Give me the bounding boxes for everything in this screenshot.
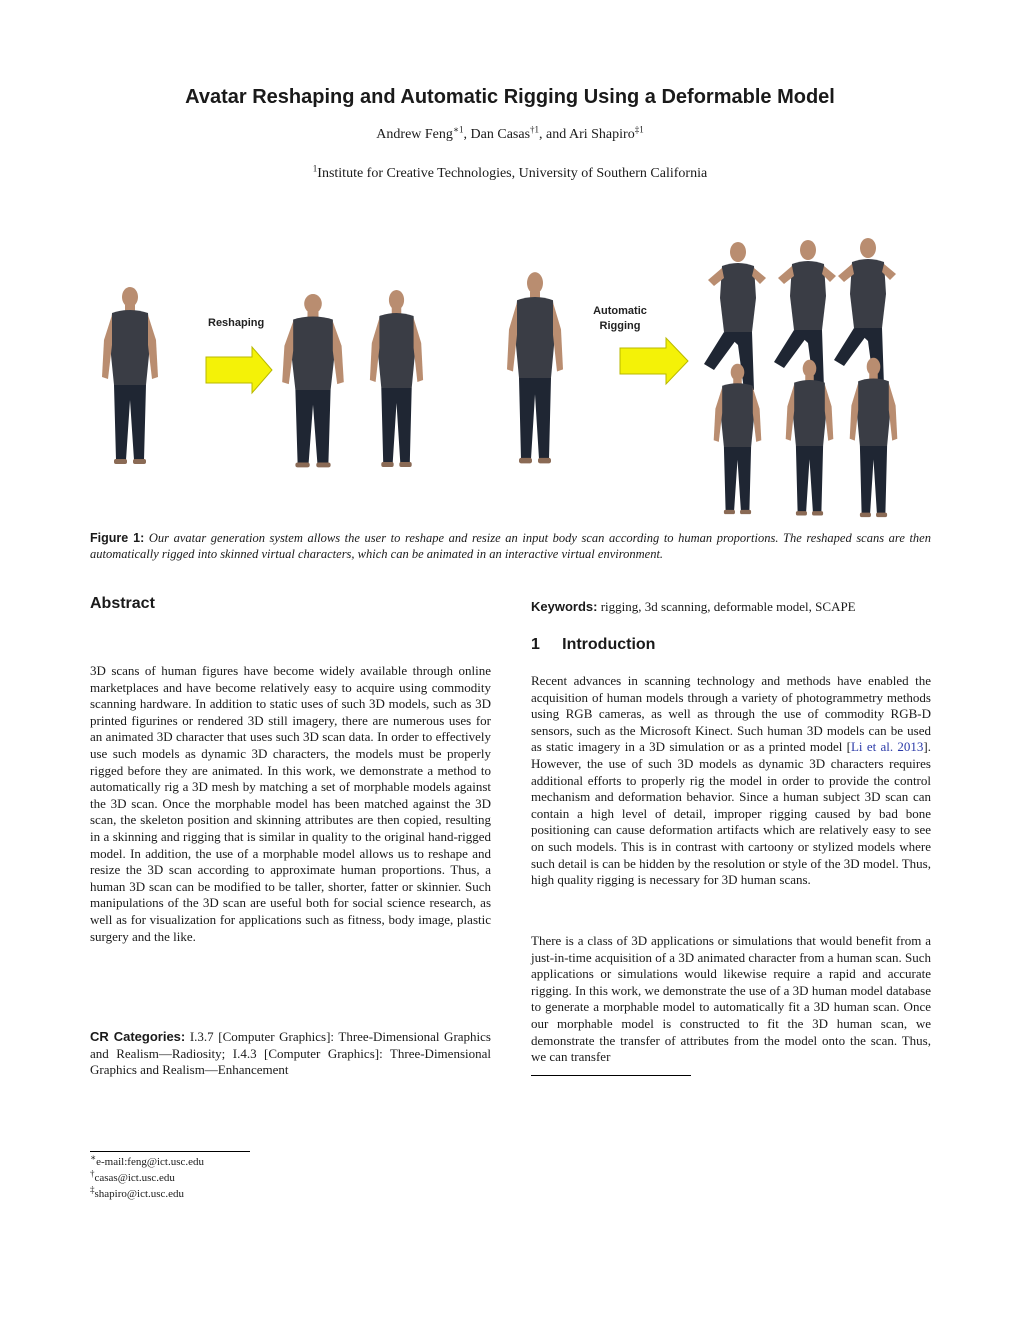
reshaped-scan-figure — [282, 294, 344, 467]
intro-paragraph-1-part-b: ]. However, the use of such 3D models as dynamic 3D characters requires additional efforts to properly rig the model in order to provide the control mechanism and deformation behavior. Since a human subject 3D scan can contain a high level of detail, improper rigging caused by bad bone positioning can cause deformation artifacts which are relatively easy to see on such models. This is in contrast with cartoony or stylized models where such detail is can be hidden by the resolution or style of the 3D model. Thus, high quality rigging is necessary for 3D human scans. — [531, 739, 931, 888]
intro-paragraph-1-part-a: Recent advances in scanning technology and methods have enabled the acquisition of human models through a variety of photogrammetry methods using RGB cameras, as well as through the use of commodity RGB-D sensors, such as the Microsoft Kinect. Such human 3D models can be used as static imagery in a 3D simulation or as a printed model [ — [531, 673, 931, 755]
automatic-rigging-label-line2: Rigging — [599, 320, 641, 332]
author-mark: ‡1 — [634, 124, 644, 135]
affiliation-text: Institute for Creative Technologies, University of Southern California — [317, 166, 708, 181]
footnote-email[interactable]: e-mail:feng@ict.usc.edu — [96, 1156, 204, 1168]
cr-categories — [90, 1029, 491, 1079]
author-mark: ∗1 — [452, 124, 464, 135]
footnote-mark: ‡ — [90, 1184, 95, 1195]
author-name: Ari Shapiro — [568, 127, 635, 142]
author-name: Dan Casas — [470, 127, 531, 142]
animated-pose-figure — [714, 364, 762, 514]
intro-paragraph-2: There is a class of 3D applications or simulations that would benefit from a just-in-time acquisition of a 3D animated character from a human scan. Such applications or simulations would likewise require a rapid and accurate rigging. In this work, we demonstrate the use of a 3D human model database to generate a morphable model to automatically fit a 3D human scan. Once our morphable model is constructed to fit the 3D human scan, we demonstrate the transfer of attributes from the model onto the scan. Thus, we can transfer — [531, 933, 931, 1065]
affiliation — [0, 163, 1020, 182]
footnote-email[interactable]: casas@ict.usc.edu — [94, 1172, 175, 1184]
keywords-label: Keywords: — [531, 599, 598, 614]
footnote-email[interactable]: shapiro@ict.usc.edu — [94, 1188, 185, 1200]
teaser-figure — [100, 230, 920, 520]
paper-title: Avatar Reshaping and Automatic Rigging Using a Deformable Model — [185, 86, 835, 108]
automatic-rigging-label-line1: Automatic — [593, 305, 647, 317]
author-mark: †1 — [530, 124, 540, 135]
author-separator: , — [463, 127, 471, 142]
keywords — [531, 599, 856, 615]
footnote-mark: † — [90, 1168, 95, 1179]
input-scan-figure — [102, 287, 158, 464]
reshaping-label: Reshaping — [208, 317, 265, 329]
keywords-text: rigging, 3d scanning, deformable model, SCAPE — [600, 599, 856, 614]
caption-label: Figure 1: — [90, 531, 145, 545]
affiliation-mark: 1 — [312, 163, 318, 174]
introduction-heading: 1 Introduction — [531, 636, 656, 653]
author-separator: , and — [539, 127, 569, 142]
animated-pose-figure — [786, 360, 834, 516]
footnote — [90, 1168, 175, 1184]
author-name: Andrew Feng — [376, 127, 453, 142]
reshaped-scan-figure — [370, 290, 423, 467]
footnote — [90, 1184, 185, 1200]
author-list — [0, 124, 1020, 143]
footnote-rule — [90, 1151, 250, 1152]
citation-link[interactable]: Li et al. 2013 — [850, 739, 924, 755]
abstract-heading: Abstract — [90, 595, 155, 612]
cr-categories-label: CR Categories: — [90, 1029, 186, 1044]
cr-categories-text: I.3.7 [Computer Graphics]: Three-Dimensional Graphics and Realism—Radiosity; I.4.3 [Computer Graphics]: Three-Dimensional Graphics and Realism—Enhancement — [90, 1029, 491, 1078]
footnote — [90, 1152, 204, 1168]
intro-paragraph-1 — [531, 673, 931, 889]
figure-caption — [90, 530, 931, 562]
animated-pose-figure — [850, 358, 898, 517]
column-end-rule — [531, 1075, 691, 1076]
caption-text: Our avatar generation system allows the user to reshape and resize an input body scan according to human proportions. The reshaped scans are then automatically rigged into skinned virtual characters, which can be animated in an interactive virtual environment. — [90, 531, 931, 561]
reshaped-scan-figure — [507, 272, 563, 463]
reshaping-arrow-icon — [206, 347, 272, 393]
footnote-mark: ∗ — [90, 1152, 97, 1163]
abstract-text: 3D scans of human figures have become widely available through online marketplaces and have become relatively easy to acquire using commodity scanning hardware. In addition to static uses of such 3D models, such as 3D printed figurines or rendered 3D still imagery, there are numerous uses for an animated 3D character that uses such 3D scan data. In order to effectively use such models as dynamic 3D characters, the models must be properly rigged before they are animated. In this work, we demonstrate a method to automatically rig a 3D mesh by matching a set of morphable models against the 3D scan. Once the morphable model has been matched against the 3D scan, the skeleton position and skinning attributes are then copied, resulting in a skinning and rigging that is similar in quality to the original hand-rigged model. In addition, the use of a morphable model allows us to reshape and resize the 3D scan according to approximate human proportions. Thus, a human 3D scan can be modified to be taller, shorter, fatter or skinnier. Such manipulations of the 3D scan are useful both for social science research, as well as for visualization for applications such as fitness, body image, plastic surgery and the like. — [90, 663, 491, 944]
animated-pose-figure — [834, 238, 896, 386]
rigging-arrow-icon — [620, 338, 688, 384]
